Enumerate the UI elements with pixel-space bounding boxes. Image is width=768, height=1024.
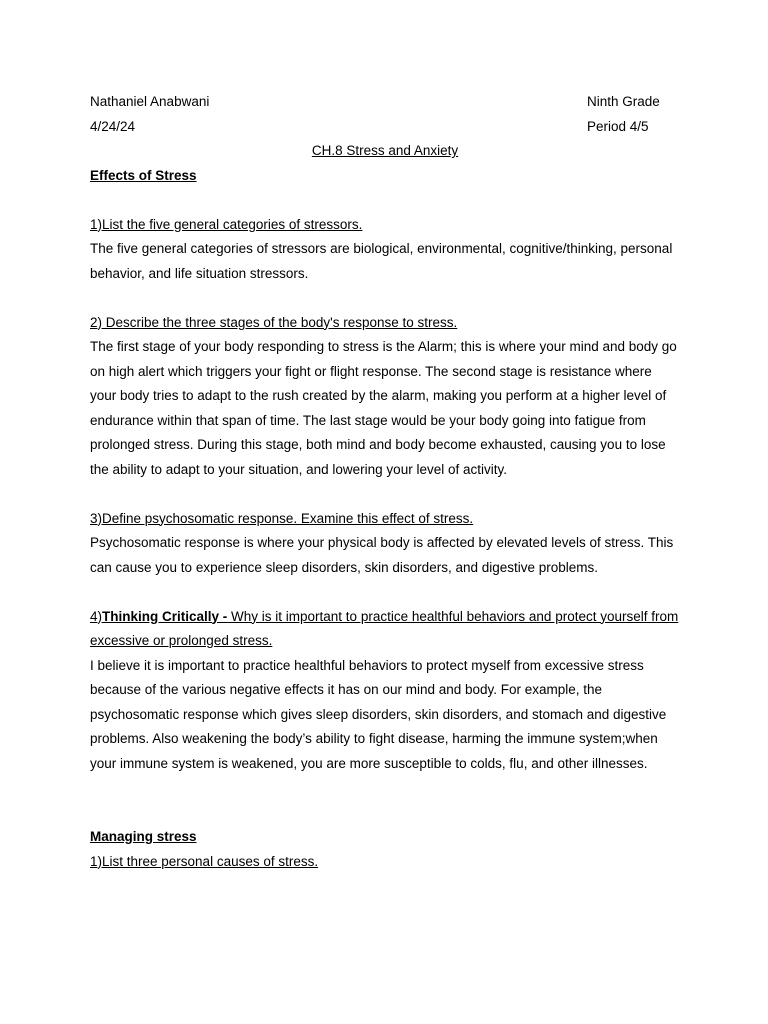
student-name: Nathaniel Anabwani: [90, 94, 210, 109]
managing-question-1: 1)List three personal causes of stress.: [90, 853, 319, 869]
question-1: 1)List the five general categories of stressors.: [90, 216, 363, 232]
section-title-effects: Effects of Stress: [90, 167, 197, 183]
question-4-prefix: 4): [90, 608, 103, 624]
question-4-text: Why is it important to practice healthful behaviors and protect yourself from excessive or prolonged stress.: [90, 608, 679, 648]
question-4-bold-label: Thinking Critically -: [102, 608, 228, 624]
header-row-2: [90, 115, 680, 140]
document-page: [90, 90, 680, 874]
answer-2: The first stage of your body responding to stress is the Alarm; this is where your mind and body go on high alert which triggers your fight or flight response. The second stage is resistance where your body tries to adapt to the rush created by the alarm, making you perform at a higher level of endurance within that span of time. The last stage would be your body going into fatigue from prolonged stress. During this stage, both mind and body become exhausted, causing you to lose the ability to adapt to your situation, and lowering your level of activity.: [90, 339, 677, 477]
answer-4: I believe it is important to practice healthful behaviors to protect myself from excessive stress because of the various negative effects it has on our mind and body. For example, the psychosomatic response which gives sleep disorders, skin disorders, and stomach and digestive problems. Also weakening the body’s ability to fight disease, harming the immune system;when your immune system is weakened, you are more susceptible to colds, flu, and other illnesses.: [90, 657, 667, 771]
date: 4/24/24: [90, 118, 136, 134]
class-period: Period 4/5: [587, 118, 649, 134]
grade-level: Ninth Grade: [587, 94, 660, 109]
question-2: 2) Describe the three stages of the body's response to stress.: [90, 314, 458, 330]
answer-1: The five general categories of stressors are biological, environmental, cognitive/thinking, personal behavior, and life situation stressors.: [90, 241, 673, 281]
answer-3: Psychosomatic response is where your physical body is affected by elevated levels of stress. This can cause you to experience sleep disorders, skin disorders, and digestive problems.: [90, 535, 674, 575]
question-3: 3)Define psychosomatic response. Examine this effect of stress.: [90, 510, 474, 526]
header-row-1: [90, 90, 680, 115]
section-title-managing: Managing stress: [90, 829, 197, 844]
question-4: [90, 605, 680, 654]
document-title: CH.8 Stress and Anxiety: [311, 143, 459, 158]
